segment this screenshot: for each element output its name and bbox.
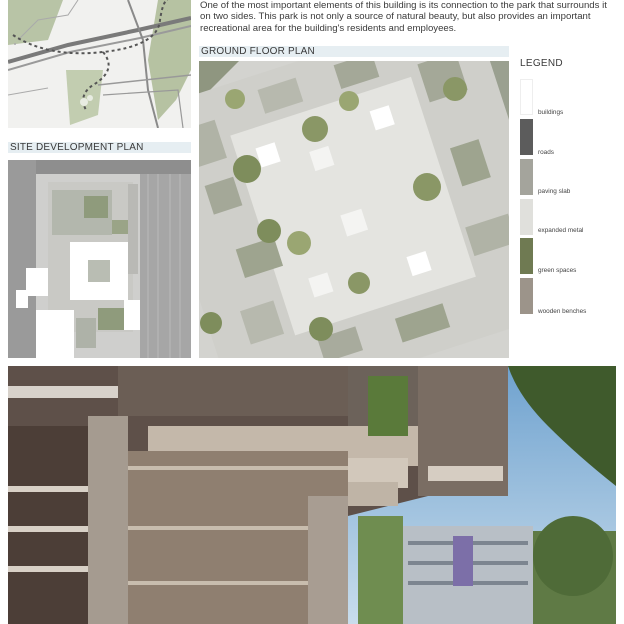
ground-floor-plan — [199, 61, 509, 358]
legend-swatch-paving-slab — [520, 159, 533, 195]
legend-label-buildings: buildings — [538, 109, 564, 116]
legend-label-expanded-metal: expanded metal — [538, 227, 584, 234]
site-plan-heading: SITE DEVELOPMENT PLAN — [10, 142, 144, 153]
location-map — [8, 0, 191, 128]
exterior-rendering — [8, 366, 616, 624]
legend-swatch-wooden-benches — [520, 278, 533, 314]
legend-label-green-spaces: green spaces — [538, 267, 577, 274]
legend-swatch-green-spaces — [520, 238, 533, 274]
legend-label-roads: roads — [538, 149, 554, 156]
site-development-plan — [8, 160, 191, 358]
legend-swatch-buildings — [520, 79, 533, 115]
legend-title: LEGEND — [520, 58, 563, 69]
legend-label-paving-slab: paving slab — [538, 188, 571, 195]
legend-label-wooden-benches: wooden benches — [538, 308, 587, 315]
legend-swatch-roads — [520, 119, 533, 155]
location-map-drawing — [8, 0, 191, 128]
rendering-drawing — [8, 366, 616, 624]
ground-floor-plan-drawing — [199, 61, 509, 358]
intro-paragraph: One of the most important elements of this building is its connection to the park that surrounds it on two sides. This park is not only a source of natural beauty, but also provides an important recreational area for the building's residents and employees. — [200, 0, 607, 34]
ground-floor-plan-heading: GROUND FLOOR PLAN — [201, 46, 315, 57]
legend-swatch-expanded-metal — [520, 199, 533, 235]
site-plan-drawing — [8, 160, 191, 358]
